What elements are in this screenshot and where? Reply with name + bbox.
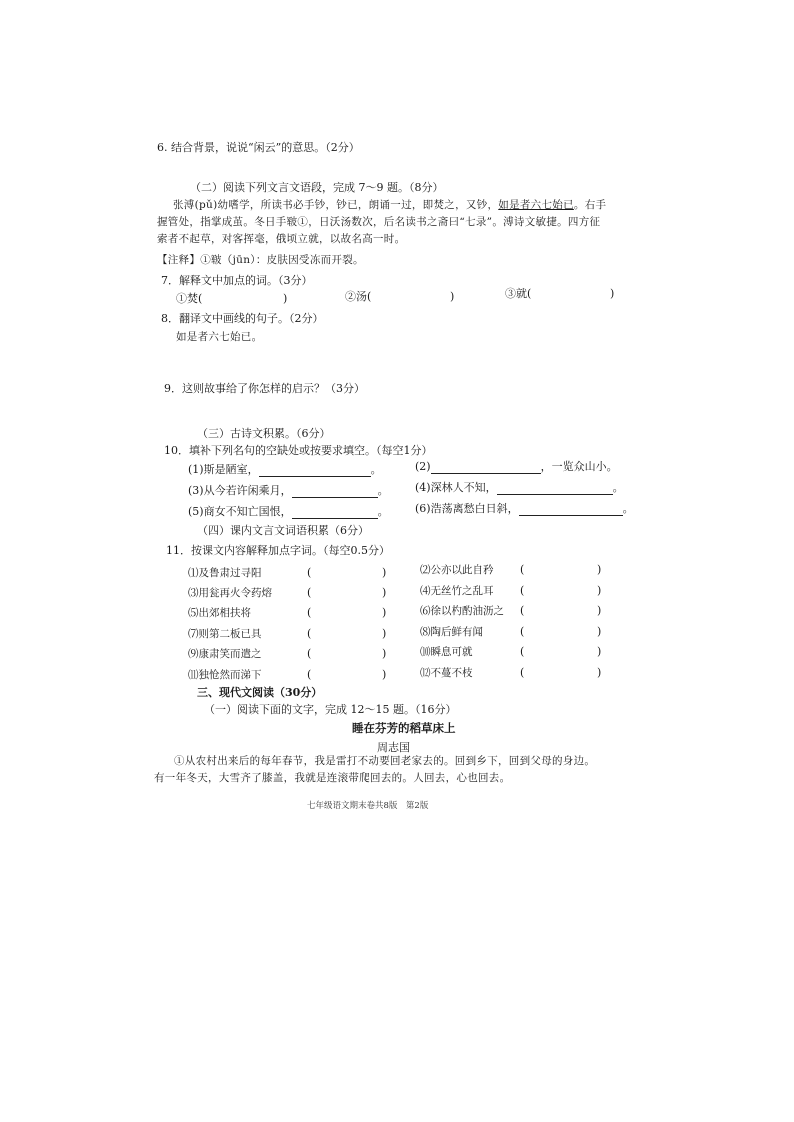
passage-line-2: 握管处，指掌成茧。冬日手皲①，日沃汤数次，后名读书之斋曰“七录”。溥诗文敏捷。四方征 (157, 216, 601, 228)
q7-item-1: ①焚( (176, 292, 203, 305)
q11-item-3: ⑶用瓮再火令药熔 (188, 587, 272, 599)
q11-item-6: ⑹徐以杓酌油沥之 (420, 605, 504, 617)
q7-item-3-close: ) (610, 287, 615, 300)
page-footer: 七年级语文期末卷共8版 第2版 (307, 801, 429, 811)
part-3-subheading: （一）阅读下面的文字，完成 12～15 题。（16分） (204, 703, 457, 716)
paren-open: ( (307, 627, 312, 640)
q11-item-4: ⑷无丝竹之乱耳 (420, 585, 494, 597)
paren-open: ( (307, 566, 312, 579)
question-7: 7．解释文中加点的词。（3分） (161, 274, 313, 287)
q11-item-1: ⑴及鲁肃过寻阳 (188, 567, 262, 579)
paren-close: ) (382, 586, 387, 599)
paren-open: ( (307, 606, 312, 619)
paren-open: ( (307, 586, 312, 599)
q8-answer-handwritten: 如是者六七始已。 (176, 331, 263, 343)
paren-open: ( (520, 625, 525, 638)
paren-open: ( (307, 668, 312, 681)
q7-item-2: ②汤( (345, 290, 372, 303)
part-3-heading: 三、现代文阅读（30分） (197, 686, 323, 699)
question-8: 8．翻译文中画线的句子。（2分） (161, 312, 324, 325)
blank-3[interactable] (292, 485, 378, 498)
paren-close: ) (382, 606, 387, 619)
paren-close: ) (597, 625, 602, 638)
question-10: 10．填补下列名句的空缺处或按要求填空。（每空1分） (164, 444, 433, 457)
question-6: 6. 结合背景，说说“闲云”的意思。（2分） (157, 141, 360, 154)
blank-6[interactable] (519, 503, 623, 516)
blank-2[interactable] (431, 461, 541, 474)
passage-line-1 (173, 198, 606, 212)
q11-item-12: ⑿不蔓不枝 (420, 667, 473, 679)
question-11: 11．按课文内容解释加点字词。（每空0.5分） (166, 544, 390, 557)
article-paragraph-1-line-2: 有一年冬天，大雪齐了膝盖，我就是连滚带爬回去的。人回去，心也回去。 (154, 772, 511, 784)
paren-close: ) (382, 647, 387, 660)
paren-open: ( (520, 584, 525, 597)
paren-close: ) (382, 668, 387, 681)
q10-item-3: (3)从今若许闲乘月， 。 (188, 484, 389, 497)
q7-item-2-close: ) (450, 290, 455, 303)
q11-item-9: ⑼康肃笑而遣之 (188, 648, 262, 660)
blank-4[interactable] (497, 482, 613, 495)
paren-close: ) (597, 604, 602, 617)
paren-open: ( (520, 604, 525, 617)
q10-item-5: (5)商女不知亡国恨， 。 (188, 505, 389, 518)
q11-item-2: ⑵公亦以此自矜 (420, 564, 494, 576)
section-2-heading: （二）阅读下列文言文语段，完成 7～9 题。（8分） (190, 181, 444, 194)
q10-item-1: (1)斯是陋室， 。 (188, 463, 382, 476)
paren-open: ( (520, 563, 525, 576)
paren-close: ) (597, 563, 602, 576)
q10-item-4: (4)深林人不知， 。 (415, 481, 624, 494)
paren-close: ) (597, 584, 602, 597)
paren-open: ( (520, 645, 525, 658)
passage-line-1-end: 。右手 (573, 199, 607, 211)
paren-open: ( (307, 647, 312, 660)
passage-line-3: 索者不起草，对客挥毫，俄顷立就，以故名高一时。 (157, 233, 406, 245)
q11-item-8: ⑻陶后鲜有闻 (420, 626, 483, 638)
q7-item-1-close: ) (283, 292, 288, 305)
annotation-note: 【注释】①皲（jūn）：皮肤因受冻而开裂。 (157, 254, 364, 266)
q10-item-6: (6)浩荡离愁白日斜， 。 (415, 502, 634, 515)
q11-item-7: ⑺则第二板已具 (188, 628, 262, 640)
article-author: 周志国 (377, 741, 410, 754)
blank-5[interactable] (292, 506, 378, 519)
paren-open: ( (520, 666, 525, 679)
q11-item-10: ⑽瞬息可就 (420, 646, 473, 658)
section-4-heading: （四）课内文言文词语积累（6分） (197, 524, 369, 537)
paren-close: ) (382, 566, 387, 579)
passage-line-1-start: 张溥(pǔ)幼嗜学，所读书必手钞，钞已，朗诵一过，即焚之，又钞， (173, 199, 499, 211)
question-9: 9．这则故事给了你怎样的启示？（3分） (164, 382, 365, 395)
q11-item-5: ⑸出郊相扶将 (188, 607, 251, 619)
blank-1[interactable] (259, 464, 371, 477)
q10-item-2: (2) ，一览众山小。 (415, 460, 618, 473)
article-paragraph-1-line-1: ①从农村出来后的每年春节，我是雷打不动要回老家去的。回到乡下，回到父母的身边。 (174, 755, 596, 767)
paren-close: ) (597, 645, 602, 658)
article-title: 睡在芬芳的稻草床上 (352, 721, 456, 735)
q7-item-3: ③就( (505, 287, 532, 300)
paren-close: ) (597, 666, 602, 679)
underlined-sentence: 如是者六七始已 (498, 199, 574, 211)
q11-item-11: ⑾独怆然而涕下 (188, 669, 262, 681)
section-3-heading: （三）古诗文积累。（6分） (197, 427, 331, 440)
paren-close: ) (382, 627, 387, 640)
